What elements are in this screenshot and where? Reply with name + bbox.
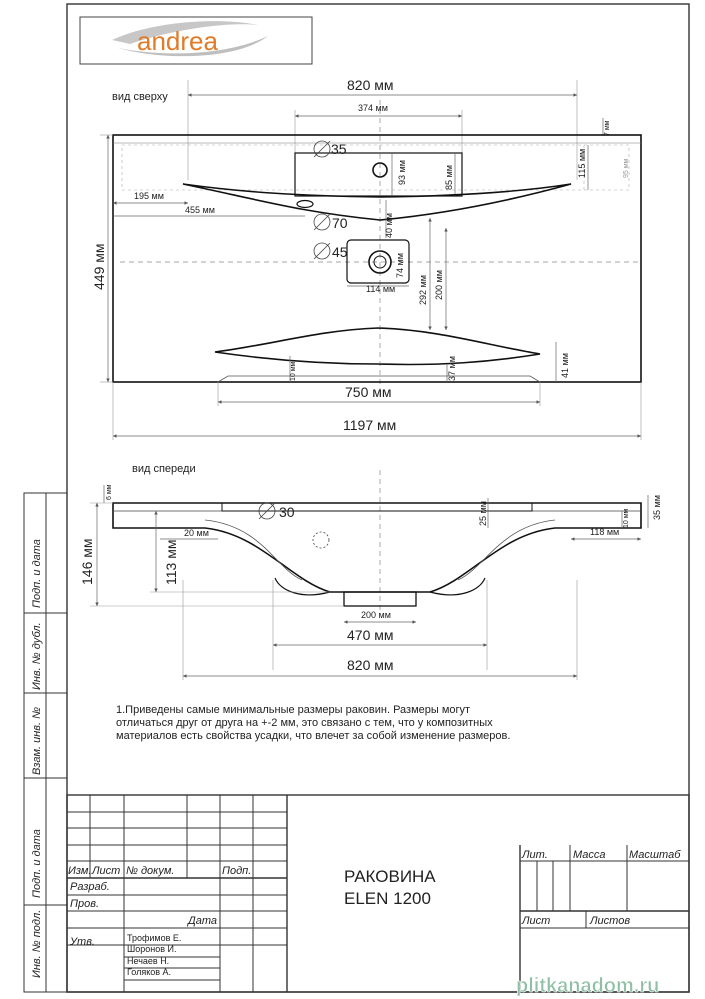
- dim-470: 470 мм: [347, 627, 394, 643]
- stamp-vzam-inv: Взам. инв. №: [31, 706, 43, 775]
- dim-93: 93 мм: [397, 160, 407, 185]
- dim-20: 20 мм: [184, 528, 209, 538]
- stamp-podp-data-2: Подп. и дата: [31, 829, 43, 898]
- stamp-podp-data-1: Подп. и дата: [31, 539, 43, 608]
- dim-1197: 1197 мм: [343, 417, 397, 433]
- side-stamp: [24, 493, 67, 992]
- drawing-title-2: ELEN 1200: [344, 889, 431, 908]
- dim-292: 292 мм: [418, 275, 428, 305]
- dim-115: 115 мм: [577, 148, 587, 178]
- tb-name-4: Голяков А.: [127, 967, 172, 977]
- tb-masshtab: Масштаб: [629, 849, 681, 861]
- dim-10-front: 10 мм: [623, 508, 630, 528]
- tb-utv: Утв.: [70, 936, 95, 948]
- dim-195: 195 мм: [134, 191, 164, 201]
- tb-list: Лист: [92, 865, 121, 877]
- dim-35-front: 35 мм: [652, 495, 662, 520]
- dim-95: 95 мм: [623, 158, 630, 178]
- dim-820-top: 820 мм: [347, 77, 394, 93]
- dim-750: 750 мм: [345, 384, 392, 400]
- dim-dia45: 45: [332, 244, 348, 260]
- dim-113: 113 мм: [163, 539, 179, 585]
- dim-10-top: 10 мм: [290, 361, 297, 381]
- note-line-1: 1.Приведены самые минимальные размеры раковин. Размеры могут: [116, 704, 471, 716]
- tb-list-2: Лист: [522, 915, 551, 927]
- dim-dia30: 30: [279, 504, 295, 520]
- dim-6: 6 мм: [106, 484, 113, 500]
- dim-820-front: 820 мм: [347, 657, 394, 673]
- dim-118: 118 мм: [590, 527, 620, 537]
- basin-front-edge: [215, 328, 540, 365]
- dim-25: 25 мм: [478, 501, 488, 526]
- dim-455: 455 мм: [185, 205, 215, 215]
- tb-name-1: Трофимов Е.: [127, 933, 182, 943]
- overflow-slot: [297, 201, 313, 208]
- tb-listov: Листов: [590, 915, 631, 927]
- tb-n-dokum: № докум.: [126, 865, 175, 877]
- dim-146: 146 мм: [79, 538, 95, 585]
- dim-40: 40 мм: [384, 213, 394, 238]
- tb-name-3: Нечаев Н.: [127, 956, 170, 966]
- view-front-label: вид спереди: [132, 463, 196, 475]
- drawing-title-1: РАКОВИНА: [344, 867, 436, 886]
- dim-41: 41 мм: [560, 353, 570, 378]
- dim-dia70: 70: [332, 215, 348, 231]
- logo: [80, 17, 312, 64]
- dim-114: 114 мм: [366, 284, 396, 294]
- tb-data: Дата: [188, 915, 218, 927]
- stamp-inv-dubl: Инв. № дубл.: [31, 622, 43, 690]
- tb-razrab: Разраб.: [70, 881, 110, 893]
- tb-massa: Масса: [573, 849, 606, 861]
- tb-name-2: Шоронов И.: [127, 944, 177, 954]
- faucet-deck: [295, 153, 462, 196]
- tb-lit: Лит.: [522, 849, 548, 861]
- tb-izm: Изм.: [68, 865, 92, 877]
- tb-prov: Пров.: [70, 898, 100, 910]
- dim-74: 74 мм: [395, 253, 405, 278]
- dim-200-top: 200 мм: [434, 270, 444, 300]
- countertop-outline-top: [113, 135, 641, 382]
- dim-7: 7 мм: [604, 120, 611, 136]
- tb-podp: Подп.: [222, 865, 252, 877]
- dim-200-front: 200 мм: [361, 610, 391, 620]
- logo-text: andrea: [137, 26, 218, 56]
- dim-dia35: 35: [331, 141, 347, 157]
- sheet-frame: [67, 4, 689, 992]
- dim-374: 374 мм: [358, 103, 388, 113]
- title-block: [67, 795, 689, 992]
- front-view-outline: [113, 503, 641, 592]
- watermark: plitkanadom.ru: [516, 975, 660, 997]
- note-line-2: отличаться друг от друга на +-2 мм, это связано с тем, что у композитных: [116, 717, 493, 729]
- stamp-inv-podl: Инв. № подл.: [31, 909, 43, 978]
- view-top-label: вид сверху: [112, 91, 168, 103]
- dim-37: 37 мм: [447, 356, 457, 381]
- dim-85: 85 мм: [444, 165, 454, 190]
- basin-rear-edge: [183, 184, 571, 220]
- dim-449: 449 мм: [91, 243, 107, 290]
- note-line-3: материалов есть свойства усадки, что влечет за собой изменение размеров.: [116, 730, 511, 742]
